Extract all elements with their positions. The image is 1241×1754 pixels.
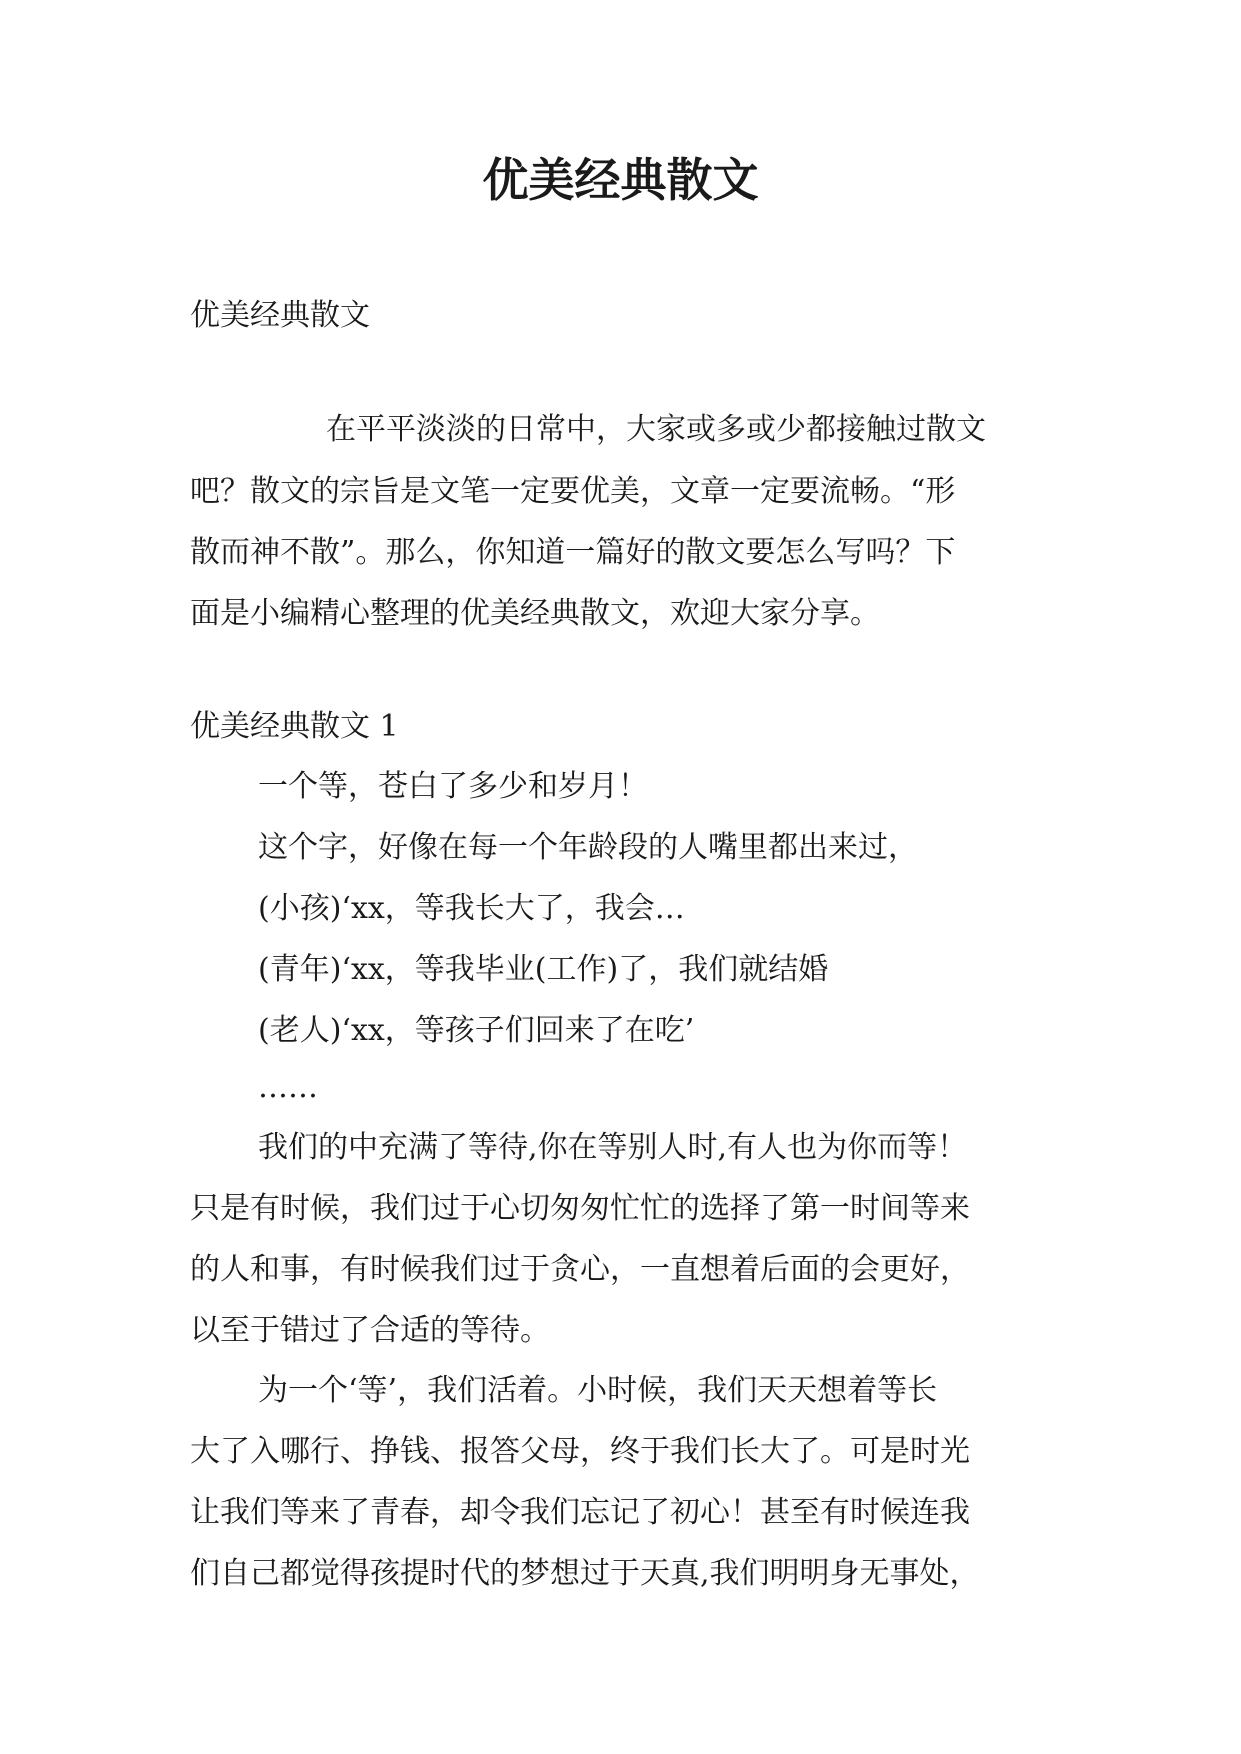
- paragraph-line: 们自己都觉得孩提时代的梦想过于天真,我们明明身无事处，: [190, 1556, 980, 1591]
- intro-line: 散而神不散”。那么，你知道一篇好的散文要怎么写吗？下: [190, 535, 956, 570]
- section-heading: 优美经典散文 1: [190, 709, 399, 744]
- paragraph-line: 我们的中充满了等待,你在等别人时,有人也为你而等！: [258, 1130, 968, 1165]
- paragraph-line: 大了入哪行、挣钱、报答父母，终于我们长大了。可是时光: [190, 1434, 970, 1469]
- intro-line: 在平平淡淡的日常中，大家或多或少都接触过散文: [326, 412, 986, 447]
- document-title: 优美经典散文: [482, 153, 759, 207]
- paragraph-line: 让我们等来了青春，却令我们忘记了初心！甚至有时候连我: [190, 1495, 970, 1530]
- poem-line: 这个字，好像在每一个年龄段的人嘴里都出来过，: [258, 830, 918, 865]
- paragraph-line: 为一个‘等’，我们活着。小时候，我们天天想着等长: [258, 1373, 938, 1408]
- poem-line: (老人)‘xx，等孩子们回来了在吃’: [258, 1013, 695, 1048]
- paragraph-line: 的人和事，有时候我们过于贪心，一直想着后面的会更好，: [190, 1252, 970, 1287]
- paragraph-line: 以至于错过了合适的等待。: [190, 1313, 550, 1348]
- paragraph-line: 只是有时候，我们过于心切匆匆忙忙的选择了第一时间等来: [190, 1191, 970, 1226]
- poem-line: (小孩)‘xx，等我长大了，我会…: [258, 891, 685, 926]
- intro-line: 面是小编精心整理的优美经典散文，欢迎大家分享。: [190, 596, 880, 631]
- poem-line: ……: [258, 1070, 318, 1105]
- document-subtitle: 优美经典散文: [190, 298, 370, 333]
- poem-line: 一个等，苍白了多少和岁月！: [258, 769, 648, 804]
- poem-line: (青年)‘xx，等我毕业(工作)了，我们就结婚: [258, 952, 829, 987]
- intro-line: 吧？散文的宗旨是文笔一定要优美，文章一定要流畅。“形: [190, 474, 956, 509]
